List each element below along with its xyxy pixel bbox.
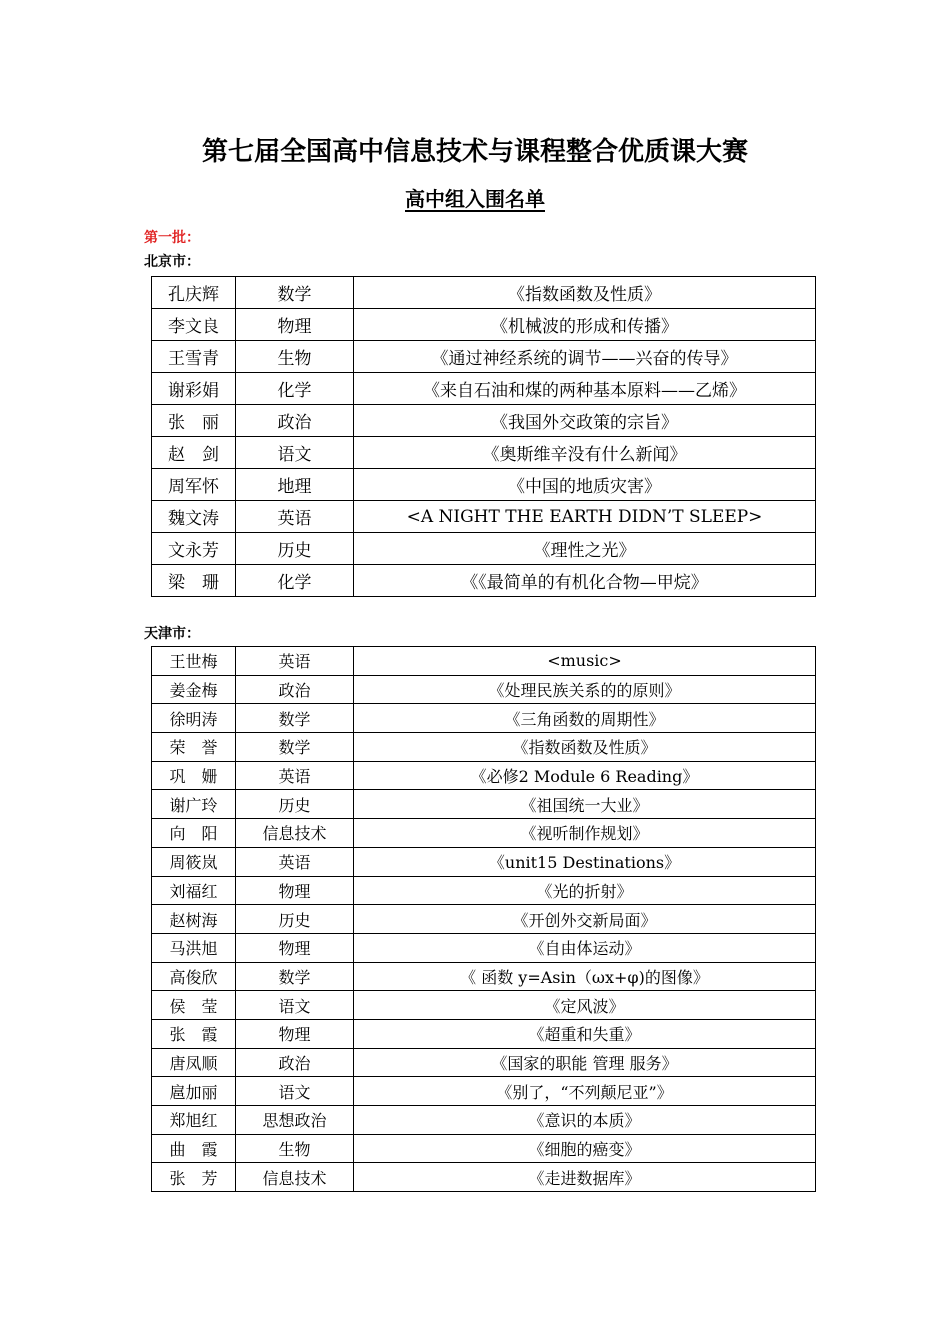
teacher-name-cell: 赵树海 [152, 905, 236, 934]
lesson-title-cell: 《《最简单的有机化合物—甲烷》 [354, 565, 816, 597]
teacher-name-cell: 张 丽 [152, 405, 236, 437]
teacher-name-cell: 张 霞 [152, 1019, 236, 1048]
lesson-title-cell: 《 函数 y=Asin（ωx+φ)的图像》 [354, 962, 816, 991]
lesson-title-cell: 《中国的地质灾害》 [354, 469, 816, 501]
subject-cell: 语文 [236, 991, 354, 1020]
subject-cell: 历史 [236, 790, 354, 819]
table-row [152, 933, 816, 962]
teacher-name-cell: 王世梅 [152, 647, 236, 676]
city-label-beijing: 北京市： [144, 254, 200, 270]
lesson-title-cell: 《走进数据库》 [354, 1163, 816, 1192]
lesson-title-cell: 《开创外交新局面》 [354, 905, 816, 934]
subject-cell: 思想政治 [236, 1106, 354, 1135]
document-subtitle [0, 184, 950, 214]
subject-cell: 英语 [236, 647, 354, 676]
subject-cell: 政治 [236, 405, 354, 437]
teacher-name-cell: 王雪青 [152, 341, 236, 373]
subject-cell: 生物 [236, 1134, 354, 1163]
subject-cell: 语文 [236, 1077, 354, 1106]
subject-cell: 语文 [236, 437, 354, 469]
table-row [152, 469, 816, 501]
teacher-name-cell: 孔庆辉 [152, 277, 236, 309]
table-row [152, 437, 816, 469]
subject-cell: 英语 [236, 847, 354, 876]
lesson-title-cell: 《奥斯维辛没有什么新闻》 [354, 437, 816, 469]
tianjin-roster-table [151, 646, 816, 1192]
subtitle-text: 高中组入围名单 [405, 187, 545, 211]
table-row [152, 790, 816, 819]
lesson-title-cell: 《三角函数的周期性》 [354, 704, 816, 733]
lesson-title-cell: 《处理民族关系的的原则》 [354, 675, 816, 704]
teacher-name-cell: 刘福红 [152, 876, 236, 905]
teacher-name-cell: 向 阳 [152, 819, 236, 848]
subject-cell: 化学 [236, 565, 354, 597]
subject-cell: 历史 [236, 533, 354, 565]
table-row [152, 647, 816, 676]
lesson-title-cell: 《机械波的形成和传播》 [354, 309, 816, 341]
subject-cell: 物理 [236, 876, 354, 905]
lesson-title-cell: 《别了，“不列颠尼亚”》 [354, 1077, 816, 1106]
lesson-title-cell: 《指数函数及性质》 [354, 277, 816, 309]
teacher-name-cell: 扈加丽 [152, 1077, 236, 1106]
subject-cell: 政治 [236, 675, 354, 704]
table-row [152, 847, 816, 876]
teacher-name-cell: 谢广玲 [152, 790, 236, 819]
lesson-title-cell: 《超重和失重》 [354, 1019, 816, 1048]
table-row [152, 309, 816, 341]
table-row [152, 905, 816, 934]
lesson-title-cell: 《来自石油和煤的两种基本原料——乙烯》 [354, 373, 816, 405]
subject-cell: 信息技术 [236, 1163, 354, 1192]
table-row [152, 1019, 816, 1048]
subject-cell: 数学 [236, 962, 354, 991]
lesson-title-cell: 《祖国统一大业》 [354, 790, 816, 819]
subject-cell: 政治 [236, 1048, 354, 1077]
table-row [152, 373, 816, 405]
lesson-title-cell: 《我国外交政策的宗旨》 [354, 405, 816, 437]
subject-cell: 历史 [236, 905, 354, 934]
lesson-title-cell: 《理性之光》 [354, 533, 816, 565]
table-row [152, 501, 816, 533]
teacher-name-cell: 荣 誉 [152, 733, 236, 762]
lesson-title-cell: 《视听制作规划》 [354, 819, 816, 848]
teacher-name-cell: 文永芳 [152, 533, 236, 565]
teacher-name-cell: 梁 珊 [152, 565, 236, 597]
table-row [152, 704, 816, 733]
teacher-name-cell: 巩 姗 [152, 761, 236, 790]
subject-cell: 地理 [236, 469, 354, 501]
table-row [152, 533, 816, 565]
lesson-title-cell: <music> [354, 647, 816, 676]
subject-cell: 生物 [236, 341, 354, 373]
subject-cell: 化学 [236, 373, 354, 405]
table-row [152, 962, 816, 991]
lesson-title-cell: 《国家的职能 管理 服务》 [354, 1048, 816, 1077]
teacher-name-cell: 曲 霞 [152, 1134, 236, 1163]
table-row [152, 1163, 816, 1192]
table-row [152, 819, 816, 848]
table-row [152, 1077, 816, 1106]
table-row [152, 565, 816, 597]
lesson-title-cell: 《通过神经系统的调节——兴奋的传导》 [354, 341, 816, 373]
teacher-name-cell: 徐明涛 [152, 704, 236, 733]
table-row [152, 1048, 816, 1077]
teacher-name-cell: 高俊欣 [152, 962, 236, 991]
table-row [152, 277, 816, 309]
table-row [152, 405, 816, 437]
beijing-roster-table [151, 276, 816, 597]
teacher-name-cell: 侯 莹 [152, 991, 236, 1020]
lesson-title-cell: 《细胞的癌变》 [354, 1134, 816, 1163]
lesson-title-cell: 《定风波》 [354, 991, 816, 1020]
teacher-name-cell: 周军怀 [152, 469, 236, 501]
teacher-name-cell: 马洪旭 [152, 933, 236, 962]
teacher-name-cell: 魏文涛 [152, 501, 236, 533]
table-row [152, 733, 816, 762]
teacher-name-cell: 赵 剑 [152, 437, 236, 469]
lesson-title-cell: 《必修2 Module 6 Reading》 [354, 761, 816, 790]
subject-cell: 信息技术 [236, 819, 354, 848]
lesson-title-cell: <A NIGHT THE EARTH DIDN’T SLEEP> [354, 501, 816, 533]
subject-cell: 物理 [236, 309, 354, 341]
teacher-name-cell: 姜金梅 [152, 675, 236, 704]
table-row [152, 761, 816, 790]
lesson-title-cell: 《意识的本质》 [354, 1106, 816, 1135]
subject-cell: 数学 [236, 277, 354, 309]
batch-label: 第一批： [144, 230, 200, 246]
teacher-name-cell: 谢彩娟 [152, 373, 236, 405]
lesson-title-cell: 《unit15 Destinations》 [354, 847, 816, 876]
table-row [152, 675, 816, 704]
table-row [152, 341, 816, 373]
city-label-tianjin: 天津市： [144, 626, 200, 642]
lesson-title-cell: 《光的折射》 [354, 876, 816, 905]
table-row [152, 876, 816, 905]
subject-cell: 数学 [236, 733, 354, 762]
table-row [152, 1134, 816, 1163]
lesson-title-cell: 《自由体运动》 [354, 933, 816, 962]
teacher-name-cell: 周筱岚 [152, 847, 236, 876]
subject-cell: 英语 [236, 501, 354, 533]
subject-cell: 物理 [236, 1019, 354, 1048]
teacher-name-cell: 张 芳 [152, 1163, 236, 1192]
lesson-title-cell: 《指数函数及性质》 [354, 733, 816, 762]
teacher-name-cell: 郑旭红 [152, 1106, 236, 1135]
table-row [152, 1106, 816, 1135]
document-title: 第七届全国高中信息技术与课程整合优质课大赛 [201, 137, 748, 167]
teacher-name-cell: 李文良 [152, 309, 236, 341]
table-row [152, 991, 816, 1020]
teacher-name-cell: 唐凤顺 [152, 1048, 236, 1077]
subject-cell: 英语 [236, 761, 354, 790]
subject-cell: 物理 [236, 933, 354, 962]
subject-cell: 数学 [236, 704, 354, 733]
